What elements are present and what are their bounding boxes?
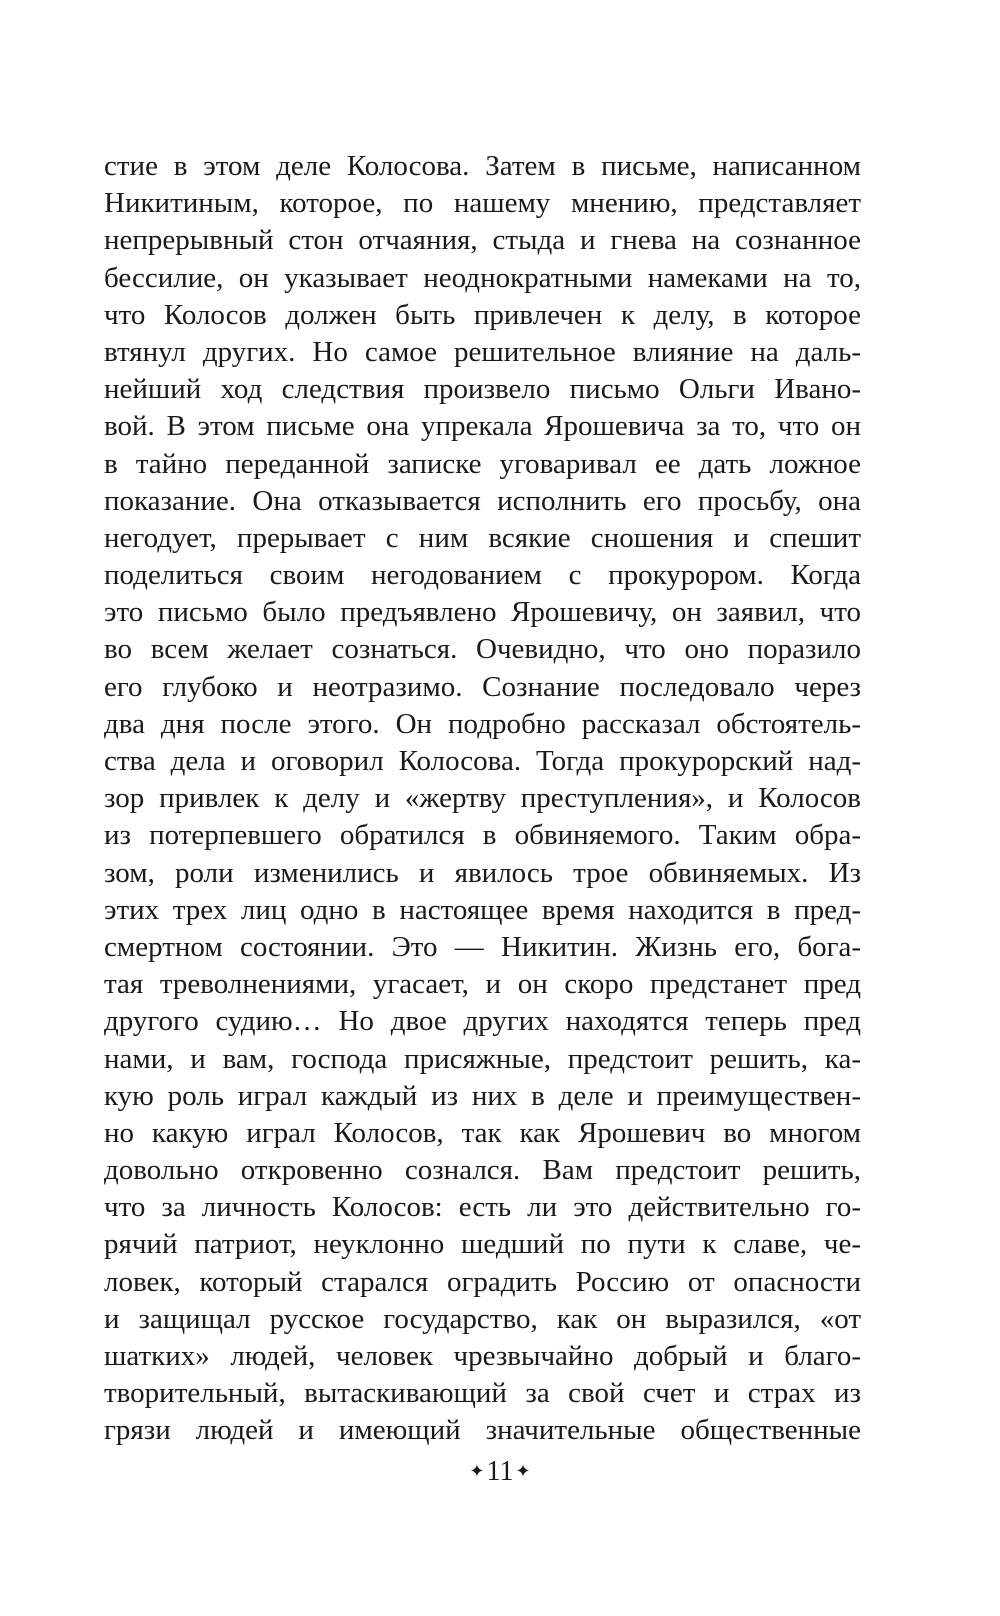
text-line: шатких» людей, человек чрезвычайно добрый и благо- [104,1340,861,1372]
ornament-star-icon: ✦ [469,1461,485,1481]
text-line: тая треволнениями, угасает, и он скоро предстанет пред [104,968,861,1001]
text-line: поделиться своим негодованием с прокурором. Когда [104,559,861,592]
ornament-star-icon: ✦ [515,1461,531,1481]
text-line: грязи людей и имеющий значительные общественные [104,1414,861,1447]
text-line: но какую играл Колосов, так как Ярошевич во многом [104,1116,861,1149]
text-line: довольно откровенно сознался. Вам предстоит решить, [104,1154,861,1187]
text-line: рячий патриот, неуклонно шедший по пути к славе, че- [104,1228,861,1261]
text-line: втянул других. Но самое решительное влияние на даль- [104,335,861,368]
text-line: стие в этом деле Колосова. Затем в письме, написанном [104,150,861,182]
text-line: показание. Она отказывается исполнить его просьбу, она [104,484,861,517]
page-number-value: 11 [486,1456,514,1487]
text-line: что за личность Колосов: есть ли это действительно го- [104,1191,861,1224]
text-line: смертном состоянии. Это — Никитин. Жизнь его, бога- [104,930,861,963]
text-line: нами, и вам, господа присяжные, предстоит решить, ка- [104,1042,861,1075]
text-line: вой. В этом письме она упрекала Ярошевича за то, что он [104,410,861,443]
text-line: ловек, который старался оградить Россию от опасности [104,1265,861,1298]
text-line: из потерпевшего обратился в обвиняемого. Таким обра- [104,819,861,852]
text-line: непрерывный стон отчаяния, стыда и гнева на сознанное [104,224,861,257]
text-line: зор привлек к делу и «жертву преступления», и Колосов [104,782,861,815]
text-line: в тайно переданной записке уговаривал ее дать ложное [104,447,861,480]
text-line: этих трех лиц одно в настоящее время находится в пред- [104,893,861,926]
text-line: нейший ход следствия произвело письмо Ольги Ивано- [104,373,861,406]
text-line: творительный, вытаскивающий за свой счет и страх из [104,1377,861,1410]
text-line: во всем желает сознаться. Очевидно, что оно поразило [104,633,861,666]
page-number [0,1454,1000,1489]
body-text [104,148,861,1450]
text-line: что Колосов должен быть привлечен к делу, в которое [104,298,861,331]
text-line: негодует, прерывает с ним всякие сношения и спешит [104,521,861,554]
text-line: Никитиным, которое, по нашему мнению, представляет [104,187,861,220]
text-line: ства дела и оговорил Колосова. Тогда прокурорский над- [104,745,861,777]
text-line: два дня после этого. Он подробно рассказал обстоятель- [104,707,861,740]
text-line: кую роль играл каждый из них в деле и преимуществен- [104,1079,861,1112]
text-line: другого судию… Но двое других находятся теперь пред [104,1005,861,1038]
text-line: зом, роли изменились и явилось трое обвиняемых. Из [104,856,861,889]
text-line: это письмо было предъявлено Ярошевичу, он заявил, что [104,596,861,629]
text-line: бессилие, он указывает неоднократными намеками на то, [104,261,861,294]
text-line: его глубоко и неотразимо. Сознание последовало через [104,670,861,703]
text-line: и защищал русское государство, как он выразился, «от [104,1302,861,1335]
